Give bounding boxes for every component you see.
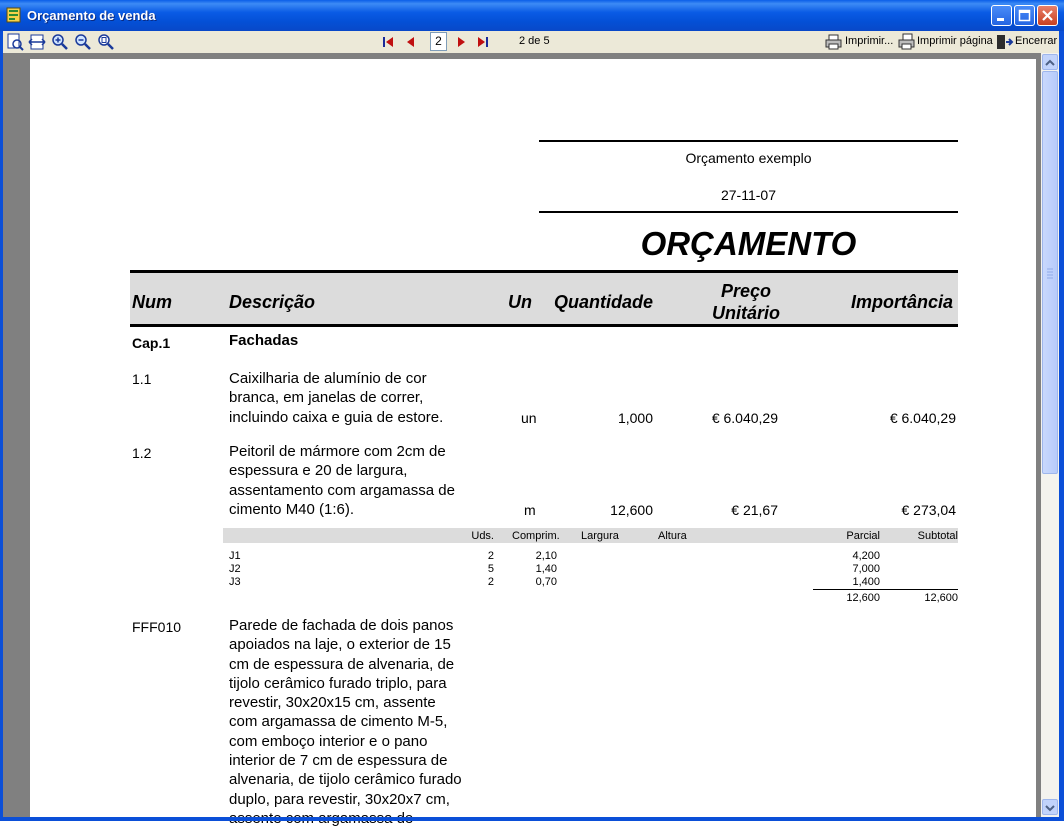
close-icon <box>1038 6 1057 25</box>
col-unit-price-line1: Preço <box>720 281 772 301</box>
document-page <box>30 59 1036 839</box>
chapter-title: Fachadas <box>229 332 299 349</box>
item-number: 1.1 <box>132 371 152 387</box>
scroll-thumb[interactable] <box>1042 71 1058 474</box>
window-frame-right <box>1059 31 1064 821</box>
measurement-total-rule <box>813 589 958 590</box>
budget-name: Orçamento exemplo <box>685 150 812 166</box>
col-num: Num <box>132 292 172 312</box>
print-page-button[interactable]: Imprimir página <box>917 35 993 47</box>
measurement-row-length: 1,40 <box>535 563 557 575</box>
item-unit: un <box>521 410 537 426</box>
meas-col-partial: Parcial <box>846 530 880 542</box>
measurement-total-subtotal: 12,600 <box>924 592 958 604</box>
report-title: ORÇAMENTO <box>640 225 857 262</box>
first-page-icon[interactable] <box>381 34 395 50</box>
col-unit-price-line2: Unitário <box>711 303 780 323</box>
print-button[interactable]: Imprimir... <box>845 35 894 47</box>
item-amount: € 6.040,29 <box>889 410 956 426</box>
window-title: Orçamento de venda <box>27 8 156 23</box>
next-page-icon[interactable] <box>454 34 468 50</box>
item-number: 1.2 <box>132 445 152 461</box>
col-amount: Importância <box>851 292 954 312</box>
exit-door-icon[interactable] <box>995 33 1013 51</box>
page-number-input[interactable]: 2 <box>430 32 447 51</box>
print-page-icon[interactable] <box>898 33 916 51</box>
col-description: Descrição <box>229 292 316 312</box>
item-quantity: 1,000 <box>617 410 653 426</box>
measurement-row-partial: 7,000 <box>852 563 880 575</box>
measurement-row-uds: 2 <box>487 550 494 562</box>
meas-col-length: Comprim. <box>512 530 560 542</box>
scroll-down-icon <box>1043 801 1057 815</box>
item-number: FFF010 <box>132 619 182 635</box>
preview-toolbar <box>3 31 1061 54</box>
meas-col-subtotal: Subtotal <box>917 530 958 542</box>
header-rule-top <box>539 140 958 142</box>
meas-col-height: Altura <box>658 530 687 542</box>
close-window-button[interactable] <box>1037 5 1058 26</box>
item-description: Parede de fachada de dois panos apoiados na laje, o exterior de 15 cm de espessura de alvenaria, de tijolo cerâmico furado triplo, para revestir, 30x20x15 cm, assente com argamassa de cimento M-5, com emboço interior e o pano interior de 7 cm de espessura de alvenaria, de tijolo cerâmico furado duplo, para revestir, 30x20x7 cm, <box>229 617 462 808</box>
app-icon <box>6 7 22 23</box>
col-unit: Un <box>508 292 532 312</box>
item-description: Caixilharia de alumínio de cor branca, em janelas de correr, incluindo caixa e guia de estore. <box>229 370 444 426</box>
zoom-page-icon[interactable] <box>97 33 115 51</box>
measurement-row-length: 2,10 <box>535 550 557 562</box>
budget-date: 27-11-07 <box>720 187 776 203</box>
minimize-button[interactable] <box>991 5 1012 26</box>
printer-icon[interactable] <box>825 33 843 51</box>
scroll-up-icon <box>1043 56 1057 70</box>
header-rule-bottom <box>539 211 958 213</box>
zoom-in-icon[interactable] <box>51 33 69 51</box>
meas-col-uds: Uds. <box>471 530 494 542</box>
item-unit: m <box>524 502 536 518</box>
previous-page-icon[interactable] <box>404 34 418 50</box>
scroll-up-button[interactable] <box>1042 54 1058 70</box>
measurement-row-partial: 1,400 <box>852 576 880 588</box>
col-quantity: Quantidade <box>554 292 654 312</box>
item-unit-price: € 6.040,29 <box>711 410 778 426</box>
scroll-down-button[interactable] <box>1042 799 1058 815</box>
grip-icon <box>1043 72 1057 473</box>
maximize-icon <box>1015 6 1034 25</box>
maximize-button[interactable] <box>1014 5 1035 26</box>
item-quantity: 12,600 <box>610 502 653 518</box>
page-setup-icon[interactable] <box>6 33 24 51</box>
window-frame-bottom <box>0 817 1064 821</box>
close-button[interactable]: Encerrar <box>1015 35 1058 47</box>
measurement-row-uds: 2 <box>487 576 494 588</box>
fit-width-icon[interactable] <box>28 33 46 51</box>
title-bar[interactable] <box>0 0 1064 31</box>
measurement-row-label: J2 <box>229 563 241 575</box>
item-unit-price: € 21,67 <box>731 502 778 518</box>
measurement-row-uds: 5 <box>487 563 494 575</box>
item-amount: € 273,04 <box>901 502 956 518</box>
measurement-row-label: J3 <box>229 576 241 588</box>
preview-area[interactable] <box>3 53 1041 817</box>
measurement-row-partial: 4,200 <box>852 550 880 562</box>
minimize-icon <box>992 6 1011 25</box>
item-description: Peitoril de mármore com 2cm de espessura e 20 de largura, assentamento com argamassa de cimento M40 (1:6). <box>229 443 455 518</box>
measurement-row-label: J1 <box>229 550 241 562</box>
zoom-out-icon[interactable] <box>74 33 92 51</box>
last-page-icon[interactable] <box>476 34 490 50</box>
chapter-code: Cap.1 <box>132 335 171 351</box>
measurement-row-length: 0,70 <box>535 576 557 588</box>
meas-col-width: Largura <box>581 530 619 542</box>
measurement-total-partial: 12,600 <box>846 592 880 604</box>
page-count: 2 de 5 <box>519 35 550 47</box>
vertical-scrollbar[interactable] <box>1041 53 1059 817</box>
